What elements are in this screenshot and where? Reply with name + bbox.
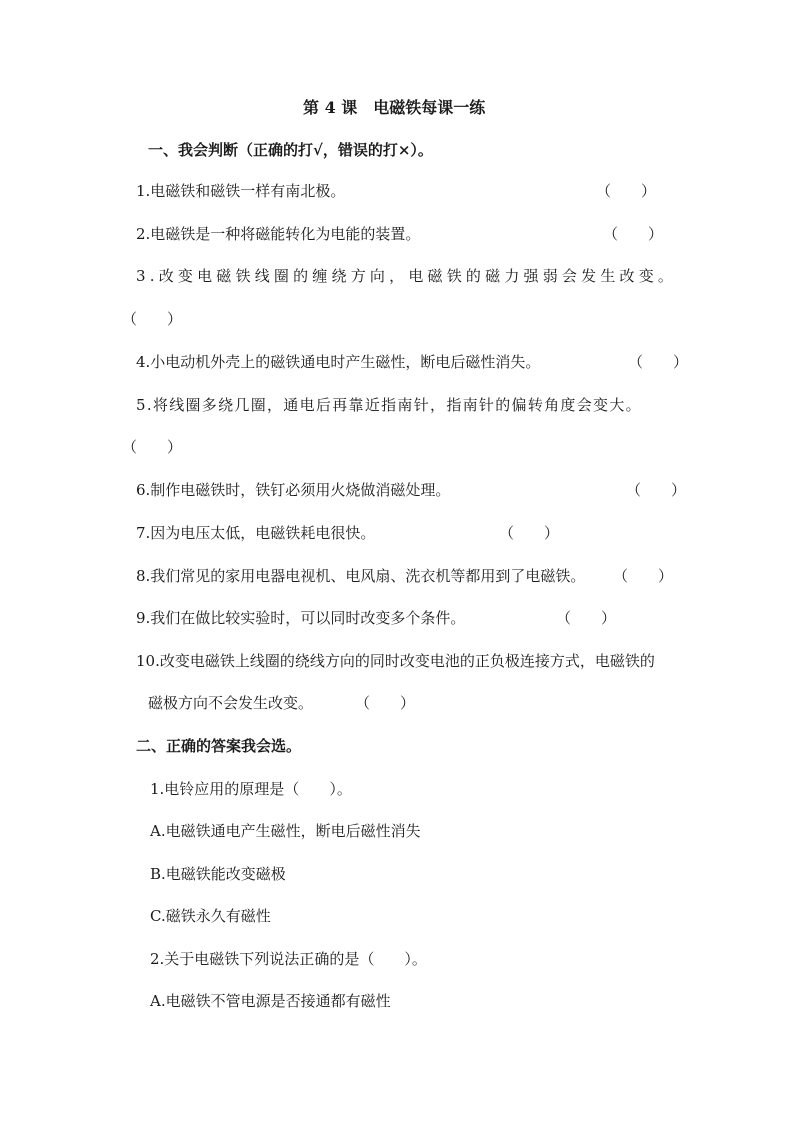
- question-3-text: 3.改变电磁铁线圈的缠绕方向，电磁铁的磁力强弱会发生改变。: [136, 267, 678, 285]
- question-5-answer-blank[interactable]: （ ）: [122, 438, 183, 456]
- question-4-answer-blank[interactable]: （ ）: [628, 353, 689, 371]
- question-2-answer-blank[interactable]: （ ）: [603, 225, 664, 243]
- choice-question-1-option-c[interactable]: C.磁铁永久有磁性: [150, 907, 271, 925]
- question-6-text: 6.制作电磁铁时，铁钉必须用火烧做消磁处理。: [136, 481, 451, 499]
- section-2-heading: 二、正确的答案我会选。: [136, 737, 302, 755]
- question-1-answer-blank[interactable]: （ ）: [596, 182, 657, 200]
- question-6-answer-blank[interactable]: （ ）: [626, 481, 687, 499]
- question-1-text: 1.电磁铁和磁铁一样有南北极。: [136, 182, 346, 200]
- choice-question-2-option-a[interactable]: A.电磁铁不管电源是否接通都有磁性: [150, 992, 391, 1010]
- page-title: 第 4 课 电磁铁每课一练: [303, 98, 486, 117]
- question-9-text: 9.我们在做比较实验时，可以同时改变多个条件。: [136, 609, 466, 627]
- question-7-text: 7.因为电压太低，电磁铁耗电很快。: [136, 524, 376, 542]
- question-9-answer-blank[interactable]: （ ）: [556, 609, 617, 627]
- section-1-heading: 一、我会判断（正确的打√，错误的打×）。: [148, 141, 433, 159]
- question-10-text: 10.改变电磁铁上线圈的绕线方向的同时改变电池的正负极连接方式，电磁铁的: [136, 652, 655, 670]
- choice-question-1-stem: 1.电铃应用的原理是（ ）。: [150, 780, 352, 798]
- question-3-answer-blank[interactable]: （ ）: [122, 310, 183, 328]
- choice-question-1-option-b[interactable]: B.电磁铁能改变磁极: [150, 865, 286, 883]
- question-8-answer-blank[interactable]: （ ）: [613, 567, 674, 585]
- choice-question-1-option-a[interactable]: A.电磁铁通电产生磁性，断电后磁性消失: [150, 822, 421, 840]
- question-8-text: 8.我们常见的家用电器电视机、电风扇、洗衣机等都用到了电磁铁。: [136, 567, 586, 585]
- question-10-answer-blank[interactable]: （ ）: [355, 694, 416, 712]
- question-7-answer-blank[interactable]: （ ）: [499, 524, 560, 542]
- question-5-text: 5.将线圈多绕几圈，通电后再靠近指南针，指南针的偏转角度会变大。: [136, 396, 642, 414]
- question-4-text: 4.小电动机外壳上的磁铁通电时产生磁性，断电后磁性消失。: [136, 353, 541, 371]
- question-10-text-continued: 磁极方向不会发生改变。: [148, 694, 314, 712]
- choice-question-2-stem: 2.关于电磁铁下列说法正确的是（ ）。: [150, 950, 427, 968]
- question-2-text: 2.电磁铁是一种将磁能转化为电能的装置。: [136, 225, 421, 243]
